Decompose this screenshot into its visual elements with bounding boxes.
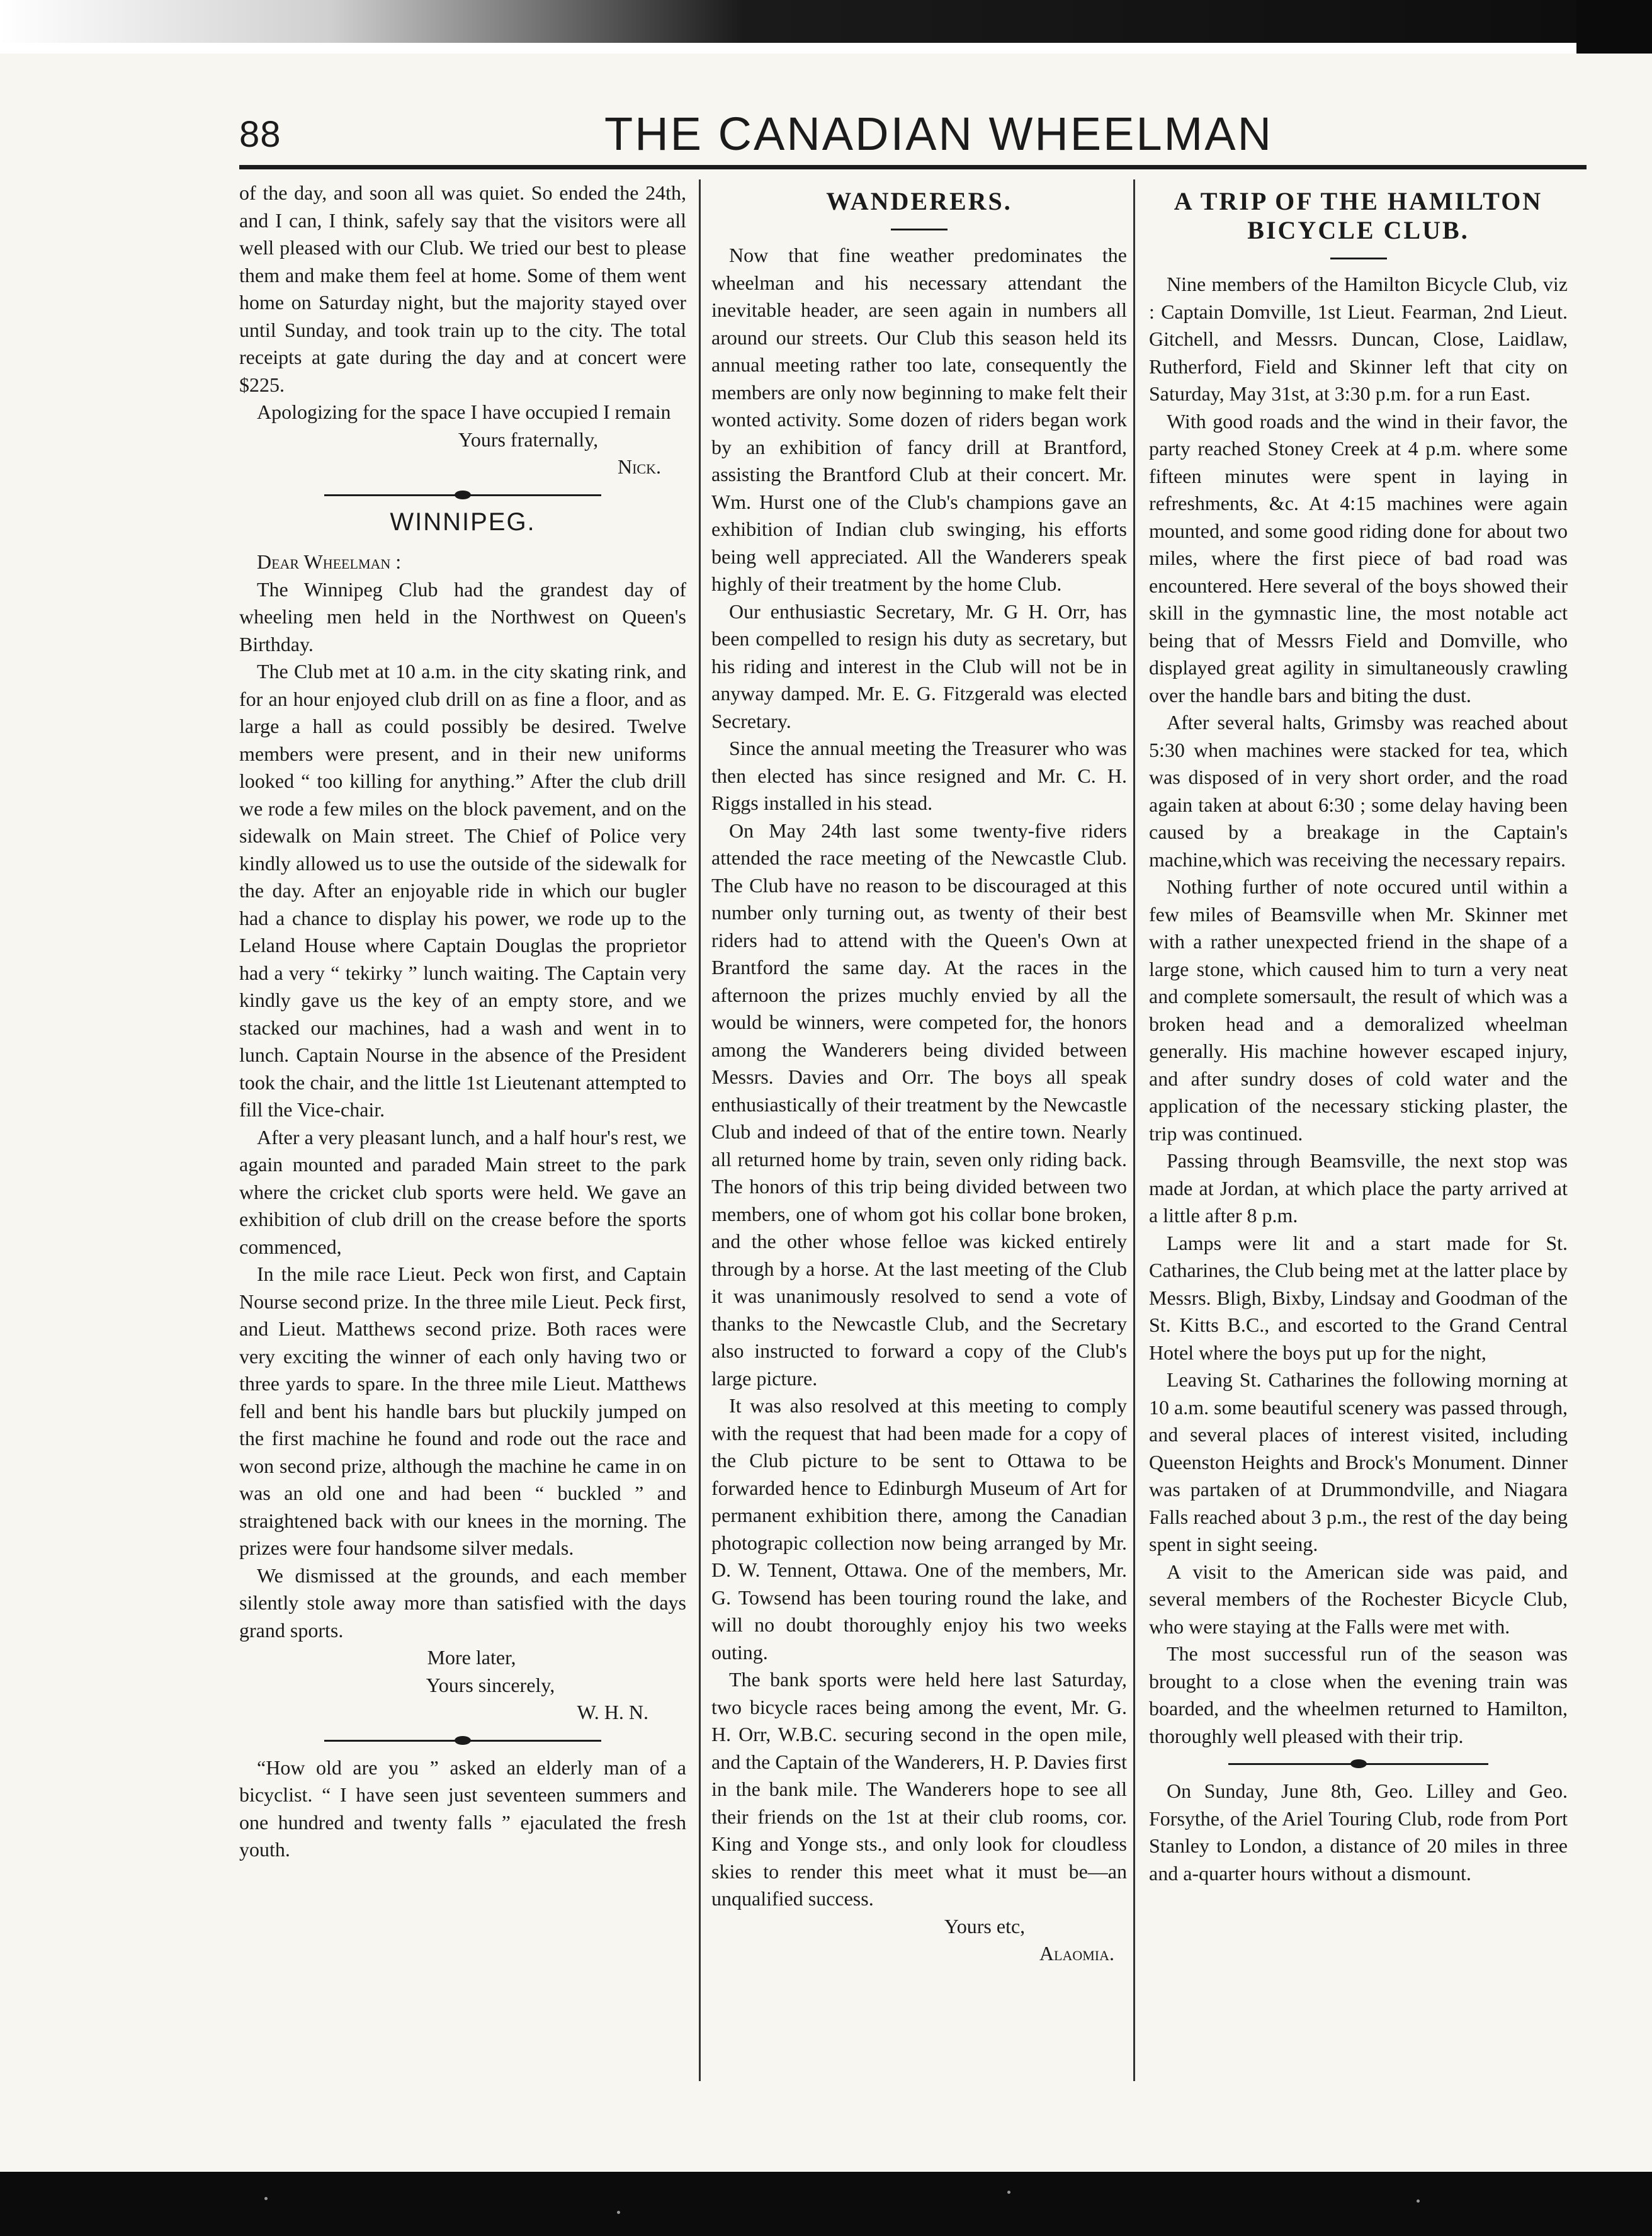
article-paragraph: On May 24th last some twenty-five riders attended the race meeting of the Newcastle Club. The Club have no reason to be discouraged at this number only turning out, as twenty of their best riders had to attend with the Queen's Own at Brantford the same day. At the races in the afternoon the prizes muchly envied by all the would be winners, were competed for, the honors among the Wanderers being divided between Messrs. Davies and Orr. The boys all speak enthusiastically of their treatment by the Newcastle Club and indeed of that of the entire town. Nearly all returned home by train, seven only riding back. The honors of this trip being divided between two members, one of whom got his collar bone broken, and the other whose felloe was kicked entirely through by a horse. At the last meeting of the Club it was unanimously resolved to send a vote of thanks to the Newcastle Club, and the Secretary also instructed to forward a copy of the Club's large picture. bbox=[711, 819, 1127, 1390]
article-paragraph: Now that fine weather predominates the wheelman and his necessary attendant the inevitable header, are seen again in numbers all around our streets. Our Club this season held its annual meeting rather too late, consequently the members are only now beginning to make felt their wonted activity. Some dozen of riders began work by an exhibition of fancy drill at Brantford, assisting the Brantford Club at their concert. Mr. Wm. Hurst one of the Club's champions gave an exhibition of Indian club swinging, his efforts being well appreciated. All the Wanderers speak highly of their treatment by the home Club. bbox=[711, 244, 1127, 595]
masthead-title: THE CANADIAN WHEELMAN bbox=[604, 108, 1274, 160]
signature-name: Alaomia. bbox=[1039, 1942, 1114, 1965]
page-number: 88 bbox=[239, 114, 281, 155]
column-divider-2 bbox=[1133, 179, 1135, 2081]
signature-name: Nick. bbox=[618, 455, 661, 478]
scan-bottom-border bbox=[0, 2172, 1652, 2236]
article-paragraph: Nine members of the Hamilton Bicycle Club, viz : Captain Domville, 1st Lieut. Fearman, 2nd Lieut. Gitchell, and Messrs. Duncan, Close, Laidlaw, Rutherford, Field and Skinner left that city on Saturday, May 31st, at 3:30 p.m. for a run East. bbox=[1149, 273, 1568, 405]
article-paragraph: It was also resolved at this meeting to comply with the request that had been made for a copy of the Club picture to be sent to Ottawa to be forwarded hence to Edinburgh Museum of Art for permanent exhibition there, among the Canadian photograpic collection now being arranged by Mr. D. W. Tennent, Ottawa. One of the members, Mr. G. Towsend has been touring round the lake, and will no doubt thoroughly enjoy his two weeks outing. bbox=[711, 1394, 1127, 1664]
scan-top-border bbox=[0, 0, 1652, 54]
column-divider-1 bbox=[699, 179, 701, 2081]
column-2 bbox=[711, 179, 1127, 1968]
article-paragraph: After several halts, Grimsby was reached about 5:30 when machines were stacked for tea, which was disposed of in very short order, and the road again taken at about 6:30 ; some delay having been caused by a breakage in the Captain's machine,which was receiving the necessary repairs. bbox=[1149, 711, 1568, 871]
column-1 bbox=[239, 179, 686, 1864]
article-paragraph: A visit to the American side was paid, and several members of the Rochester Bicycle Club, who were staying at the Falls were met with. bbox=[1149, 1560, 1568, 1638]
letter-salutation: Dear Wheelman : bbox=[257, 550, 402, 573]
article-paragraph: Leaving St. Catharines the following morning at 10 a.m. some beautiful scenery was passed through, and several places of interest visited, including Queenston Heights and Brock's Monument. Dinner was partaken of at Drummondville, and Niagara Falls reached about 3 p.m., the rest of the day being spent in sight seeing. bbox=[1149, 1368, 1568, 1555]
article-paragraph: In the mile race Lieut. Peck won first, and Captain Nourse second prize. In the three mile Lieut. Peck first, and Lieut. Matthews second prize. Both races were very exciting the winner of each only having two or three yards to spare. In the three mile Lieut. Matthews fell and bent his handle bars but pluckily jumped on the first machine he found and rode out the race and won second prize, although the machine he came in on was an old one and had been “ buckled ” and straightened back with our knees in the morning. The prizes were four handsome silver medals. bbox=[239, 1263, 686, 1559]
header-rule bbox=[239, 165, 1587, 169]
article-paragraph: The Club met at 10 a.m. in the city skating rink, and for an hour enjoyed club drill on as fine a floor, and as large a hall as could possibly be desired. Twelve members were present, and in their new uniforms looked “ too killing for anything.” After the club drill we rode a few miles on the block pavement, and on the sidewalk on Main street. The Chief of Police very kindly allowed us to use the outside of the sidewalk for the day. After an enjoyable ride in which our bugler had a chance to display his power, we rode up to the Leland House where Captain Douglas the proprietor had a very “ tekirky ” lunch waiting. The Captain very kindly gave us the key of an empty store, and we stacked our machines, had a wash and went in to lunch. Captain Nourse in the absence of the President took the chair, and the little 1st Lieutenant attempted to fill the Vice-chair. bbox=[239, 660, 686, 1121]
section-separator bbox=[324, 490, 601, 500]
signature-closing: More later, bbox=[427, 1646, 516, 1669]
section-separator bbox=[1228, 1759, 1488, 1769]
heading-rule bbox=[1330, 258, 1387, 259]
article-paragraph: We dismissed at the grounds, and each member silently stole away more than satisfied with the days grand sports. bbox=[239, 1563, 686, 1642]
scan-speck bbox=[1007, 2191, 1010, 2194]
article-paragraph: Nothing further of note occured until within a few miles of Beamsville when Mr. Skinner met with a rather unexpected friend in the shape of a large stone, which caused him to turn a very neat and complete somersault, the result of which was a broken head and a demoralized wheelman generally. His machine however escaped injury, and after sundry doses of cold water and the application of the necessary sticking plaster, the trip was continued. bbox=[1149, 875, 1568, 1145]
section-heading-winnipeg: WINNIPEG. bbox=[390, 508, 536, 536]
article-continuation-paragraph: of the day, and soon all was quiet. So ended the 24th, and I can, I think, safely say that the visitors were all well pleased with our Club. We tried our best to please them and make them feel at home. Some of them went home on Saturday night, but the majority stayed over until Sunday, and took train up to the city. The total receipts at gate during the day and at concert were $225. bbox=[239, 181, 686, 396]
article-paragraph: Passing through Beamsville, the next stop was made at Jordan, at which place the party arrived at a little after 8 p.m. bbox=[1149, 1149, 1568, 1227]
section-heading-wanderers: WANDERERS. bbox=[826, 187, 1012, 215]
signature-closing: Yours etc, bbox=[944, 1914, 1026, 1938]
article-paragraph: Since the annual meeting the Treasurer who was then elected has since resigned and Mr. C. H. Riggs installed in his stead. bbox=[711, 737, 1127, 814]
section-separator bbox=[324, 1735, 601, 1745]
scan-top-corner bbox=[1576, 0, 1652, 54]
article-paragraph: Lamps were lit and a start made for St. Catharines, the Club being met at the latter place by Messrs. Bligh, Bixby, Lindsay and Goodman of the St. Kitts B.C., and escorted to the Grand Central Hotel where the boys put up for the night, bbox=[1149, 1231, 1568, 1364]
article-paragraph: Our enthusiastic Secretary, Mr. G H. Orr, has been compelled to resign his duty as secretary, but his riding and interest in the Club will not be in anyway damped. Mr. E. G. Fitzgerald was elected Secretary. bbox=[711, 599, 1127, 732]
signature-closing: Yours sincerely, bbox=[426, 1673, 555, 1696]
article-paragraph: The Winnipeg Club had the grandest day of wheeling men held in the Northwest on Queen's Birthday. bbox=[239, 577, 686, 655]
scan-speck bbox=[1417, 2199, 1420, 2203]
heading-rule bbox=[891, 229, 948, 230]
signature-name: W. H. N. bbox=[577, 1701, 648, 1723]
article-paragraph: The most successful run of the season was brought to a close when the evening train was boarded, and the wheelmen returned to Hamilton, thoroughly well pleased with their trip. bbox=[1149, 1642, 1568, 1747]
article-paragraph: The bank sports were held here last Saturday, two bicycle races being among the event, Mr. G. H. Orr, W.B.C. securing second in the open mile, and the Captain of the Wanderers, H. P. Davies first in the bank mile. The Wanderers hope to see all their friends on the 1st at their club rooms, cor. King and Yonge sts., and only look for cloudless skies to render this meet what it must be—an unqualified success. bbox=[711, 1668, 1127, 1910]
article-paragraph: After a very pleasant lunch, and a half hour's rest, we again mounted and paraded Main street to the park where the cricket club sports were held. We gave an exhibition of club drill on the crease before the sports commenced, bbox=[239, 1125, 686, 1258]
joke-paragraph: “How old are you ” asked an elderly man of a bicyclist. “ I have seen just seventeen summers and one hundred and twenty falls ” ejaculated the fresh youth. bbox=[239, 1756, 686, 1861]
article-paragraph: On Sunday, June 8th, Geo. Lilley and Geo. Forsythe, of the Ariel Touring Club, rode from Port Stanley to London, a distance of 20 miles in three and a-quarter hours without a dismount. bbox=[1149, 1779, 1568, 1885]
scan-speck bbox=[264, 2197, 268, 2200]
article-paragraph: With good roads and the wind in their favor, the party reached Stoney Creek at 4 p.m. where some fifteen minutes were spent in laying in refreshments, &c. At 4:15 machines were again mounted, and some good riding done for about two miles, where the first piece of bad road was encountered. Here several of the boys showed their skill in the gymnastic line, the most notable act being that of Messrs Field and Domville, who displayed great agility in simultaneously crawling over the handle bars and biting the dust. bbox=[1149, 409, 1568, 707]
section-heading-hamilton-line2: BICYCLE CLUB. bbox=[1247, 216, 1469, 244]
scan-speck bbox=[617, 2211, 620, 2214]
scan-top-shadow bbox=[0, 0, 1652, 43]
article-continuation-paragraph: Apologizing for the space I have occupied I remain bbox=[257, 400, 671, 423]
section-heading-hamilton-line1: A TRIP OF THE HAMILTON bbox=[1174, 187, 1543, 215]
signature-closing: Yours fraternally, bbox=[458, 428, 599, 451]
column-3 bbox=[1149, 179, 1568, 1887]
page-header bbox=[239, 107, 1593, 164]
